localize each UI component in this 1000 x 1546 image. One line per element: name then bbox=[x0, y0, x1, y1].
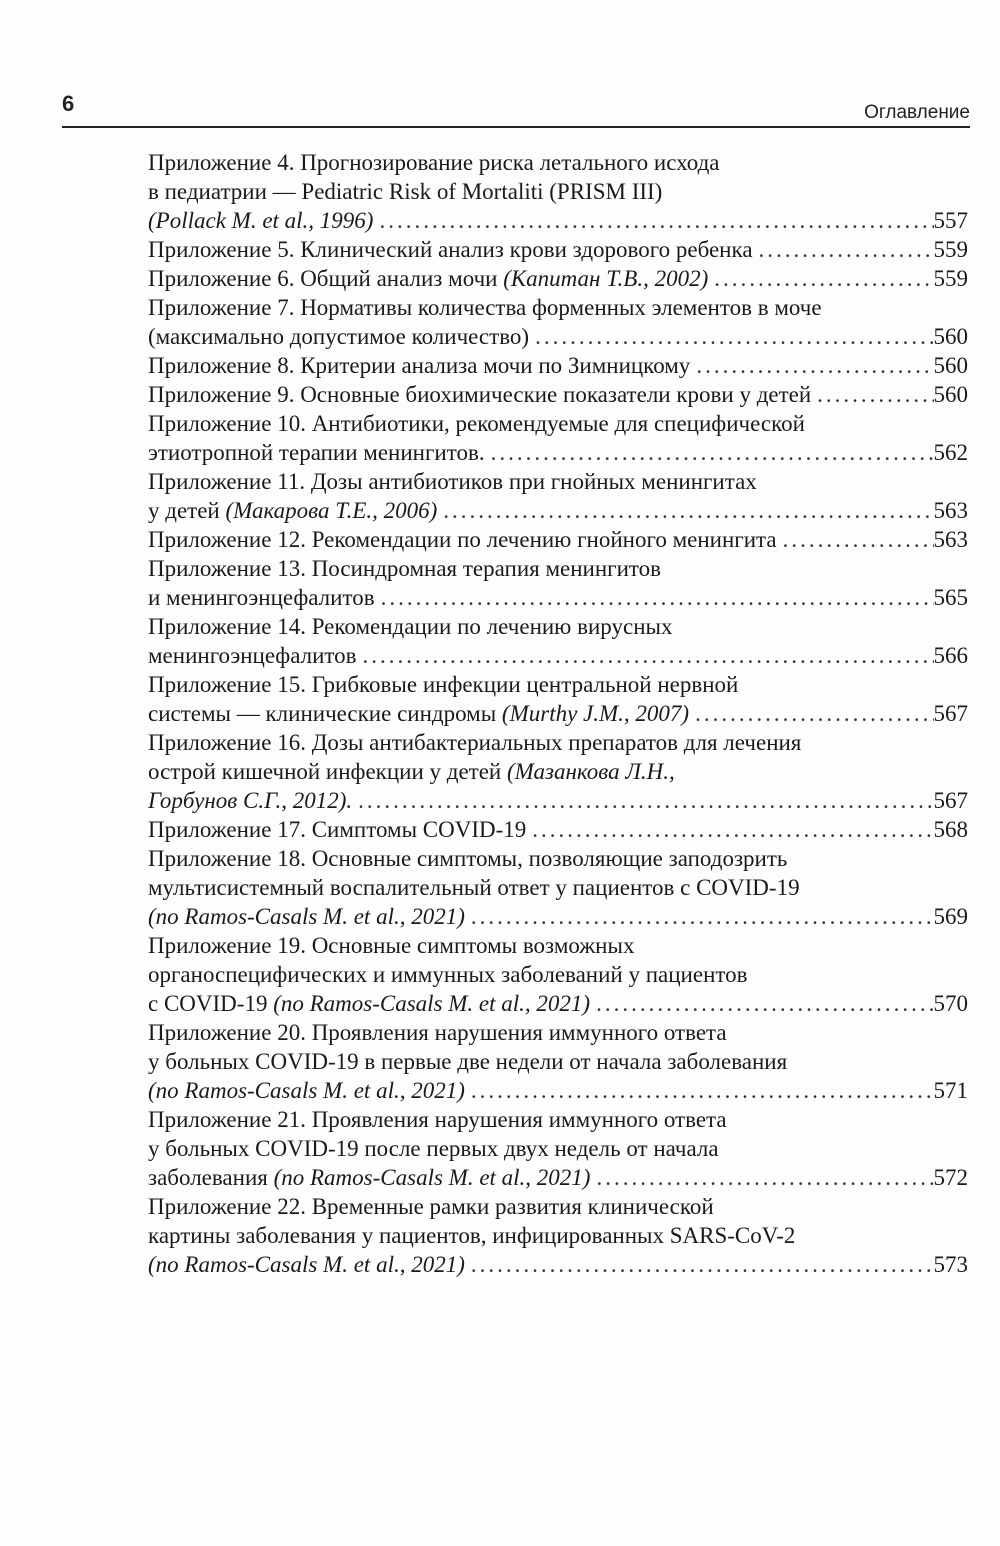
toc-entry-citation: (Капитан Т.В., 2002) bbox=[503, 266, 709, 291]
toc-entry bbox=[148, 1018, 968, 1105]
toc-entry-title: Приложение 8. Критерии анализа мочи по Зимницкому bbox=[148, 353, 691, 378]
toc-entry-line bbox=[148, 1134, 968, 1163]
toc-entry-last-line bbox=[148, 641, 968, 670]
toc-entry bbox=[148, 670, 968, 728]
dot-leader bbox=[352, 786, 933, 815]
toc-entry-last-line bbox=[148, 525, 968, 554]
toc-entry-title: Приложение 22. Временные рамки развития клинической bbox=[148, 1194, 714, 1219]
toc-entry-title: в педиатрии — Pediatric Risk of Mortaliti (PRISM III) bbox=[148, 179, 663, 204]
toc-entry-text bbox=[148, 730, 801, 755]
toc-entry-text bbox=[148, 1194, 714, 1219]
toc-entry bbox=[148, 728, 968, 815]
toc-entry-text bbox=[148, 469, 757, 494]
toc-entry-title: острой кишечной инфекции у детей bbox=[148, 759, 507, 784]
dot-leader bbox=[590, 989, 933, 1018]
toc-page-number: 559 bbox=[933, 237, 968, 262]
toc-entry-last-line bbox=[148, 1250, 968, 1279]
toc-entry bbox=[148, 264, 968, 293]
toc-entry-title: мультисистемный воспалительный ответ у пациентов с COVID-19 bbox=[148, 875, 800, 900]
toc-entry bbox=[148, 148, 968, 235]
toc-entry-last-line bbox=[148, 206, 968, 235]
toc-entry-last-line bbox=[148, 1076, 968, 1105]
toc-entry-text bbox=[148, 583, 375, 612]
dot-leader bbox=[373, 206, 933, 235]
toc-entry-line bbox=[148, 293, 968, 322]
toc-page-number: 573 bbox=[933, 1252, 968, 1277]
toc-entry-title: Приложение 10. Антибиотики, рекомендуемые для специфической bbox=[148, 411, 805, 436]
toc-entry-text bbox=[148, 1163, 590, 1192]
toc-entry-title: заболевания bbox=[148, 1165, 274, 1190]
toc-entry-title: Приложение 19. Основные симптомы возможных bbox=[148, 933, 635, 958]
toc-entry-line bbox=[148, 1105, 968, 1134]
toc-entry-title: Приложение 15. Грибковые инфекции центральной нервной bbox=[148, 672, 739, 697]
toc-entry-line bbox=[148, 728, 968, 757]
toc-entry-text bbox=[148, 496, 437, 525]
toc-entry-line bbox=[148, 873, 968, 902]
toc-page-number: 563 bbox=[933, 498, 968, 523]
toc-entry-text bbox=[148, 1020, 727, 1045]
toc-entry-title: этиотропной терапии менингитов. bbox=[148, 440, 485, 465]
toc-entry-text bbox=[148, 179, 662, 204]
toc-page-number: 568 bbox=[933, 817, 968, 842]
toc-entry-citation: (по Ramos-Casals M. et al., 2021) bbox=[148, 1252, 465, 1277]
toc-entry-last-line bbox=[148, 380, 968, 409]
toc-entry-text bbox=[148, 786, 352, 815]
toc-entry-text bbox=[148, 672, 738, 697]
toc-entry-title: (максимально допустимое количество) bbox=[148, 324, 530, 349]
dot-leader bbox=[590, 1163, 933, 1192]
toc-page-number: 562 bbox=[933, 440, 968, 465]
toc-entry bbox=[148, 1105, 968, 1192]
toc-entry-title: Приложение 16. Дозы антибактериальных препаратов для лечения bbox=[148, 730, 802, 755]
toc-entry-text bbox=[148, 264, 708, 293]
dot-leader bbox=[485, 438, 934, 467]
toc-entry-citation: (по Ramos-Casals M. et al., 2021) bbox=[148, 904, 465, 929]
toc-entry-title: Приложение 6. Общий анализ мочи bbox=[148, 266, 504, 291]
toc-entry-last-line bbox=[148, 786, 968, 815]
toc-entry bbox=[148, 1192, 968, 1279]
toc-entry-line bbox=[148, 467, 968, 496]
running-head: Оглавление bbox=[864, 102, 970, 123]
toc-page-number: 570 bbox=[933, 991, 968, 1016]
toc-entry-last-line bbox=[148, 322, 968, 351]
toc-page-number: 560 bbox=[933, 382, 968, 407]
toc-entry-line bbox=[148, 1192, 968, 1221]
toc-entry-line bbox=[148, 1018, 968, 1047]
toc-entry-text bbox=[148, 641, 357, 670]
toc-entry-text bbox=[148, 1136, 719, 1161]
dot-leader bbox=[357, 641, 934, 670]
page-header bbox=[62, 88, 970, 128]
toc-entry-title: картины заболевания у пациентов, инфицированных SARS-CoV-2 bbox=[148, 1223, 796, 1248]
toc-entry bbox=[148, 554, 968, 612]
toc-entry-text bbox=[148, 933, 634, 958]
toc-entry-title: Приложение 13. Посиндромная терапия менингитов bbox=[148, 556, 662, 581]
toc-entry-text bbox=[148, 815, 526, 844]
dot-leader bbox=[526, 815, 933, 844]
toc-entry bbox=[148, 380, 968, 409]
toc-entry bbox=[148, 235, 968, 264]
toc-entry-line bbox=[148, 757, 968, 786]
toc-entry-title: Приложение 9. Основные биохимические показатели крови у детей bbox=[148, 382, 812, 407]
toc-entry-line bbox=[148, 1047, 968, 1076]
toc-entry-last-line bbox=[148, 699, 968, 728]
toc-page-number: 565 bbox=[933, 585, 968, 610]
toc-entry-text bbox=[148, 150, 720, 175]
dot-leader bbox=[529, 322, 933, 351]
toc-entry-last-line bbox=[148, 264, 968, 293]
toc-entry-title: и менингоэнцефалитов bbox=[148, 585, 375, 610]
dot-leader bbox=[689, 699, 933, 728]
table-of-contents bbox=[148, 148, 968, 1279]
toc-entry-title: Приложение 11. Дозы антибиотиков при гнойных менингитах bbox=[148, 469, 757, 494]
toc-entry-line bbox=[148, 960, 968, 989]
toc-entry-title: Приложение 18. Основные симптомы, позволяющие заподозрить bbox=[148, 846, 788, 871]
dot-leader bbox=[465, 1076, 934, 1105]
toc-entry-text bbox=[148, 351, 690, 380]
toc-entry-last-line bbox=[148, 989, 968, 1018]
toc-entry bbox=[148, 931, 968, 1018]
toc-page-number: 560 bbox=[933, 353, 968, 378]
toc-entry bbox=[148, 351, 968, 380]
toc-entry-text bbox=[148, 411, 805, 436]
toc-entry-line bbox=[148, 844, 968, 873]
toc-entry-citation: (Мазанкова Л.Н., bbox=[507, 759, 675, 784]
toc-entry-text bbox=[148, 1250, 465, 1279]
toc-entry-text bbox=[148, 1223, 795, 1248]
toc-entry-text bbox=[148, 699, 689, 728]
toc-entry-text bbox=[148, 989, 590, 1018]
toc-entry-title: Приложение 7. Нормативы количества форменных элементов в моче bbox=[148, 295, 822, 320]
toc-entry-citation: Горбунов С.Г., 2012). bbox=[148, 788, 353, 813]
dot-leader bbox=[708, 264, 933, 293]
toc-entry bbox=[148, 815, 968, 844]
toc-entry-title: менингоэнцефалитов bbox=[148, 643, 357, 668]
toc-entry-title: Приложение 21. Проявления нарушения иммунного ответа bbox=[148, 1107, 727, 1132]
toc-entry-title: органоспецифических и иммунных заболеваний у пациентов bbox=[148, 962, 748, 987]
toc-entry-text bbox=[148, 380, 811, 409]
toc-entry-citation: (Murthy J.M., 2007) bbox=[501, 701, 690, 726]
toc-entry-line bbox=[148, 409, 968, 438]
toc-entry-last-line bbox=[148, 235, 968, 264]
toc-entry-title: системы — клинические синдромы bbox=[148, 701, 502, 726]
toc-entry-text bbox=[148, 556, 661, 581]
toc-entry-text bbox=[148, 902, 465, 931]
toc-entry-last-line bbox=[148, 496, 968, 525]
toc-entry bbox=[148, 612, 968, 670]
toc-entry-title: у детей bbox=[148, 498, 226, 523]
toc-page-number: 572 bbox=[933, 1165, 968, 1190]
dot-leader bbox=[437, 496, 933, 525]
toc-entry-citation: (по Ramos-Casals M. et al., 2021) bbox=[273, 991, 591, 1016]
toc-entry bbox=[148, 293, 968, 351]
toc-entry-line bbox=[148, 177, 968, 206]
toc-entry-citation: (по Ramos-Casals M. et al., 2021) bbox=[148, 1078, 465, 1103]
dot-leader bbox=[753, 235, 934, 264]
toc-page-number: 563 bbox=[933, 527, 968, 552]
toc-entry-last-line bbox=[148, 351, 968, 380]
dot-leader bbox=[777, 525, 934, 554]
toc-page-number: 569 bbox=[933, 904, 968, 929]
toc-entry-title: Приложение 4. Прогнозирование риска летального исхода bbox=[148, 150, 720, 175]
dot-leader bbox=[465, 902, 934, 931]
toc-page-number: 557 bbox=[933, 208, 968, 233]
toc-entry-title: Приложение 12. Рекомендации по лечению гнойного менингита bbox=[148, 527, 777, 552]
page-number: 6 bbox=[62, 91, 75, 116]
toc-entry-text bbox=[148, 206, 373, 235]
toc-entry-text bbox=[148, 962, 748, 987]
toc-entry-title: Приложение 5. Клинический анализ крови здорового ребенка bbox=[148, 237, 753, 262]
toc-entry-text bbox=[148, 525, 777, 554]
toc-entry-citation: (по Ramos-Casals M. et al., 2021) bbox=[273, 1165, 591, 1190]
toc-page-number: 560 bbox=[933, 324, 968, 349]
toc-entry-citation: (Pollack M. et al., 1996) bbox=[148, 208, 374, 233]
toc-entry-text bbox=[148, 438, 485, 467]
toc-entry-text bbox=[148, 235, 753, 264]
toc-entry-line bbox=[148, 148, 968, 177]
toc-entry-title: Приложение 14. Рекомендации по лечению вирусных bbox=[148, 614, 673, 639]
toc-entry-line bbox=[148, 1221, 968, 1250]
toc-entry-last-line bbox=[148, 438, 968, 467]
toc-entry-line bbox=[148, 931, 968, 960]
toc-entry-text bbox=[148, 846, 787, 871]
toc-entry-line bbox=[148, 612, 968, 641]
toc-entry-last-line bbox=[148, 1163, 968, 1192]
toc-entry-title: у больных COVID-19 в первые две недели от начала заболевания bbox=[148, 1049, 788, 1074]
dot-leader bbox=[375, 583, 934, 612]
toc-entry-last-line bbox=[148, 902, 968, 931]
toc-entry-title: Приложение 17. Симптомы COVID-19 bbox=[148, 817, 527, 842]
toc-entry bbox=[148, 525, 968, 554]
toc-entry-text bbox=[148, 1049, 787, 1074]
toc-page-number: 567 bbox=[933, 788, 968, 813]
toc-entry-text bbox=[148, 1076, 465, 1105]
toc-entry-text bbox=[148, 322, 529, 351]
toc-page-number: 571 bbox=[933, 1078, 968, 1103]
toc-entry-text bbox=[148, 614, 672, 639]
dot-leader bbox=[465, 1250, 934, 1279]
toc-page-number: 567 bbox=[933, 701, 968, 726]
dot-leader bbox=[690, 351, 933, 380]
toc-page-number: 566 bbox=[933, 643, 968, 668]
toc-entry bbox=[148, 409, 968, 467]
toc-entry-title: с COVID-19 bbox=[148, 991, 274, 1016]
dot-leader bbox=[811, 380, 933, 409]
toc-entry-text bbox=[148, 295, 822, 320]
toc-entry-text bbox=[148, 875, 800, 900]
toc-page-number: 559 bbox=[933, 266, 968, 291]
toc-entry-last-line bbox=[148, 815, 968, 844]
toc-entry-line bbox=[148, 670, 968, 699]
toc-entry-text bbox=[148, 759, 675, 784]
toc-entry-last-line bbox=[148, 583, 968, 612]
toc-entry bbox=[148, 844, 968, 931]
toc-entry-line bbox=[148, 554, 968, 583]
toc-entry-title: Приложение 20. Проявления нарушения иммунного ответа bbox=[148, 1020, 727, 1045]
toc-entry-title: у больных COVID-19 после первых двух недель от начала bbox=[148, 1136, 719, 1161]
toc-entry-citation: (Макарова Т.Е., 2006) bbox=[225, 498, 438, 523]
toc-entry bbox=[148, 467, 968, 525]
toc-entry-text bbox=[148, 1107, 727, 1132]
